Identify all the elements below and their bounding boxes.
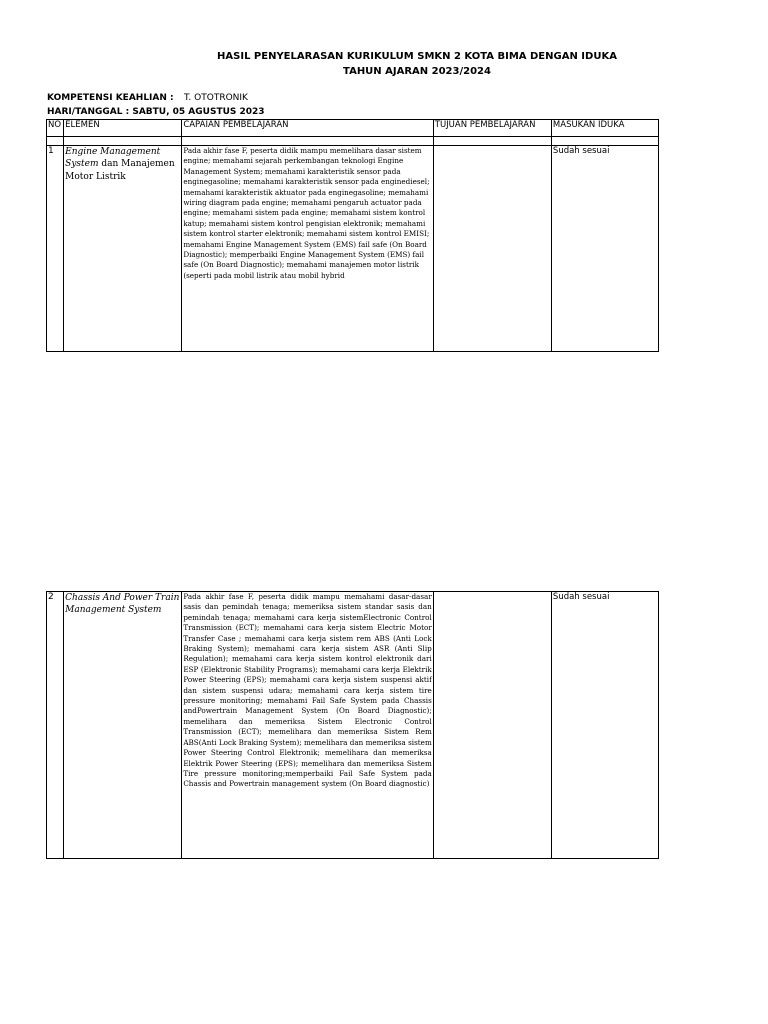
header-elemen: ELEMEN xyxy=(64,120,182,137)
document-subtitle: TAHUN AJARAN 2023/2024 xyxy=(343,66,491,77)
elemen-text: dan Manajemen Motor Listrik xyxy=(65,159,175,182)
row-number: 2 xyxy=(47,592,64,859)
hari-tanggal: HARI/TANGGAL : SABTU, 05 AGUSTUS 2023 xyxy=(47,107,265,117)
header-capaian: CAPAIAN PEMBELAJARAN xyxy=(182,120,433,137)
table-row xyxy=(47,146,659,352)
row-capaian: Pada akhir fase F, peserta didik mampu memahami dasar-dasar sasis dan pemindah tenaga; memeriksa sistem standar sasis dan pemindah tenaga; memahami cara kerja sistemElectronic Control Transmission (ECT); memahami cara kerja sistem Electric Motor Transfer Case ; memahami cara kerja sistem rem ABS (Anti Lock Braking System); memahami cara kerja sistem ASR (Anti Slip Regulation); memahami cara kerja sistem kontrol elektronik dari ESP (Elektronic Stability Programs); memahami cara kerja Elektrik Power Steering (EPS); memahami cara kerja sistem suspensi aktif dan sistem suspensi udara; memahami cara kerja sistem tire pressure monitoring; memahami Fail Safe System pada Chassis andPowertrain Management System (On Board Diagnostic); memelihara dan memeriksa Sistem Electronic Control Transmission (ECT); memelihara dan memeriksa Sistem Rem ABS(Anti Lock Braking System); memelihara dan memeriksa sistem Power Steering Control Elektronik; memelihara dan memeriksa Elektrik Power Steering (EPS); memelihara dan memeriksa Sistem Tire pressure monitoring;memperbaiki Fail Safe System pada Chassis and Powertrain management system (On Board diagnostic) xyxy=(182,592,433,859)
header-no: NO xyxy=(47,120,64,137)
kompetensi-value: T. OTOTRONIK xyxy=(184,93,248,103)
elemen-italic-text: Chassis And Power Train Management System xyxy=(65,593,180,616)
row-tujuan xyxy=(433,592,551,859)
row-tujuan xyxy=(433,146,551,352)
curriculum-table-continued xyxy=(46,591,659,859)
header-tujuan: TUJUAN PEMBELAJARAN xyxy=(433,120,551,137)
curriculum-table xyxy=(46,119,659,352)
row-capaian: Pada akhir fase F, peserta didik mampu memelihara dasar sistem engine; memahami sejarah perkembangan teknologi Engine Management System; memahami karakteristik sensor pada enginegasoline; memahami karakteristik sensor pada enginediesel; memahami karakteristik aktuator pada enginegasoline; memahami wiring diagram pada engine; memahami pengaruh actuator pada engine; memahami sistem pada engine; memahami sistem kontrol katup; memahami sistem kontrol pengisian elektronik; memahami sistem kontrol starter elektronik; memahami sistem kontrol EMISI; memahami Engine Management System (EMS) fail safe (On Board Diagnostic); memperbaiki Engine Management System (EMS) fail safe (On Board Diagnostic); memahami manajemen motor listrik (seperti pada mobil listrik atau mobil hybrid xyxy=(182,146,433,352)
row-elemen xyxy=(64,146,182,352)
table-spacer-row xyxy=(47,137,659,146)
header-masukan: MASUKAN IDUKA xyxy=(551,120,658,137)
document-title: HASIL PENYELARASAN KURIKULUM SMKN 2 KOTA BIMA DENGAN IDUKA xyxy=(217,51,617,62)
table-row xyxy=(47,592,659,859)
row-masukan: Sudah sesuai xyxy=(551,592,658,859)
kompetensi-label: KOMPETENSI KEAHLIAN : xyxy=(47,93,174,103)
table-header-row xyxy=(47,120,659,137)
row-number: 1 xyxy=(47,146,64,352)
row-elemen xyxy=(64,592,182,859)
elemen-italic-text: Engine Management System xyxy=(65,147,161,170)
row-masukan: Sudah sesuai xyxy=(551,146,658,352)
